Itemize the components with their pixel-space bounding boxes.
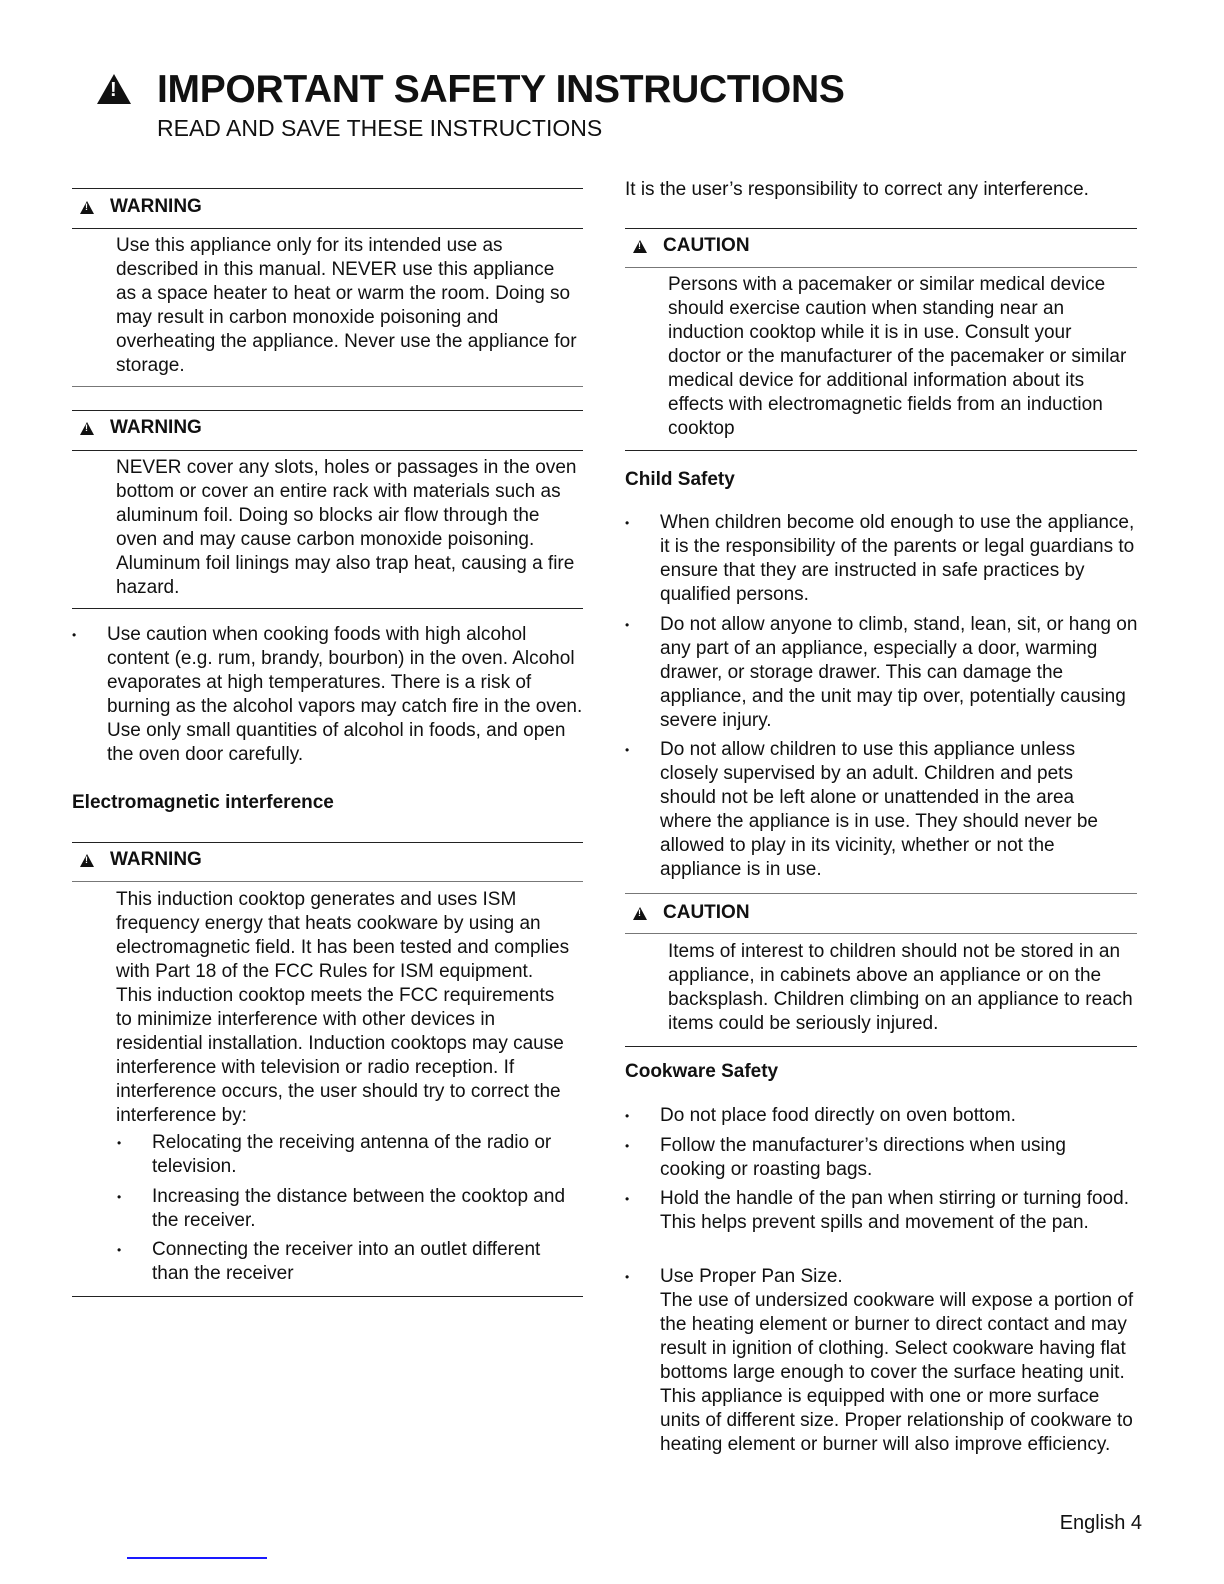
- caution-text: Items of interest to children should not be stored in an appliance, in cabinets above an appliance or on the backsplash. Children climbing on an appliance to reach items could be seriously injured.: [668, 941, 1133, 1034]
- link-underline: [127, 1557, 267, 1559]
- page-number: English 4: [1059, 1512, 1142, 1534]
- warning-triangle-icon: [633, 240, 647, 253]
- divider: [72, 608, 583, 609]
- divider: [72, 842, 583, 843]
- warning-triangle-icon: [97, 74, 131, 104]
- section-heading: Electromagnetic interference: [72, 792, 334, 813]
- warning-triangle-icon: [80, 854, 94, 867]
- pan-size-title: • Use Proper Pan Size.: [660, 1266, 843, 1287]
- list-item: • Use caution when cooking foods with high alcohol content (e.g. rum, brandy, bourbon) in the oven. Alcohol evaporates at high temperatures. There is a risk of burning as the alcohol vapors may catch fire in the oven. Use only small quantities of alcohol in foods, and open the oven door carefully.: [107, 623, 587, 767]
- divider: [72, 188, 583, 189]
- divider: [72, 410, 583, 411]
- page-title: IMPORTANT SAFETY INSTRUCTIONS: [157, 68, 845, 111]
- page-subtitle: READ AND SAVE THESE INSTRUCTIONS: [157, 115, 603, 141]
- caution-text: Persons with a pacemaker or similar medical device should exercise caution when standing near an induction cooktop while it is in use. Consult your doctor or the manufacturer of the pacemaker or similar medical device for additional information about its effects with electromagnetic fields from an induction cooktop: [668, 274, 1127, 439]
- caution-label: CAUTION: [663, 235, 750, 256]
- divider: [625, 893, 1137, 894]
- list-item: • Relocating the receiving antenna of the radio or television.: [152, 1131, 577, 1179]
- warning-label: WARNING: [110, 417, 202, 438]
- list-item: • Do not place food directly on oven bottom.: [660, 1104, 1130, 1128]
- warning-text: Use this appliance only for its intended use as described in this manual. NEVER use this appliance as a space heater to heat or warm the room. Doing so may result in carbon monoxide poisoning and overheating the appliance. Never use the appliance for storage.: [116, 235, 577, 376]
- warning-text: This induction cooktop generates and uses ISM frequency energy that heats cookware by using an electromagnetic field. It has been tested and complies with Part 18 of the FCC Rules for ISM equipment. This induction cooktop meets the FCC requirements to minimize interference with other devices in residential installation. Induction cooktops may cause interference with television or radio reception. If interference occurs, the user should try to correct the interference by:: [116, 889, 570, 1126]
- intro-text: It is the user’s responsibility to correct any interference.: [625, 179, 1089, 200]
- caution-label: CAUTION: [663, 902, 750, 923]
- warning-heading: [80, 196, 202, 218]
- list-item: • When children become old enough to use the appliance, it is the responsibility of the parents or legal guardians to ensure that they are instructed in safe practices by qualified persons.: [660, 511, 1142, 607]
- divider: [72, 881, 583, 882]
- divider: [625, 267, 1137, 268]
- list-item: [660, 1265, 1142, 1457]
- divider: [72, 450, 583, 451]
- divider: [625, 228, 1137, 229]
- warning-triangle-icon: [80, 201, 94, 214]
- pan-size-text: The use of undersized cookware will expose a portion of the heating element or burner to direct contact and may result in ignition of clothing. Select cookware having flat bottoms large enough to cover the surface heating unit. This appliance is equipped with one or more surface units of different size. Proper relationship of cookware to heating element or burner will also improve efficiency.: [660, 1290, 1134, 1455]
- section-heading: Cookware Safety: [625, 1061, 779, 1082]
- list-item: • Follow the manufacturer’s directions when using cooking or roasting bags.: [660, 1134, 1110, 1182]
- warning-text: NEVER cover any slots, holes or passages in the oven bottom or cover an entire rack with materials such as aluminum foil. Doing so blocks air flow through the oven and may cause carbon monoxide poisoning. Aluminum foil linings may also trap heat, causing a fire hazard.: [116, 457, 577, 598]
- warning-heading: [80, 417, 202, 439]
- divider: [625, 1046, 1137, 1047]
- list-item: • Increasing the distance between the cooktop and the receiver.: [152, 1185, 577, 1233]
- warning-triangle-icon: [80, 422, 94, 435]
- caution-heading: [633, 235, 750, 257]
- divider: [72, 1296, 583, 1297]
- warning-label: WARNING: [110, 196, 202, 217]
- list-item: • Do not allow anyone to climb, stand, lean, sit, or hang on any part of an appliance, especially a door, warming drawer, or storage drawer. This can damage the appliance, and the unit may tip over, potentially causing severe injury.: [660, 613, 1142, 733]
- warning-label: WARNING: [110, 849, 202, 870]
- divider: [72, 228, 583, 229]
- divider: [72, 386, 583, 387]
- warning-triangle-icon: [633, 907, 647, 920]
- caution-heading: [633, 902, 750, 924]
- divider: [625, 450, 1137, 451]
- warning-heading: [80, 849, 202, 871]
- divider: [625, 933, 1137, 934]
- section-heading: Child Safety: [625, 469, 735, 490]
- list-item: • Connecting the receiver into an outlet different than the receiver: [152, 1238, 577, 1286]
- list-item: • Hold the handle of the pan when stirring or turning food. This helps prevent spills and movement of the pan.: [660, 1187, 1130, 1235]
- list-item: • Do not allow children to use this appliance unless closely supervised by an adult. Children and pets should not be left alone or unattended in the area where the appliance is in use. They should never be allowed to play in its vicinity, whether or not the appliance is in use.: [660, 738, 1130, 882]
